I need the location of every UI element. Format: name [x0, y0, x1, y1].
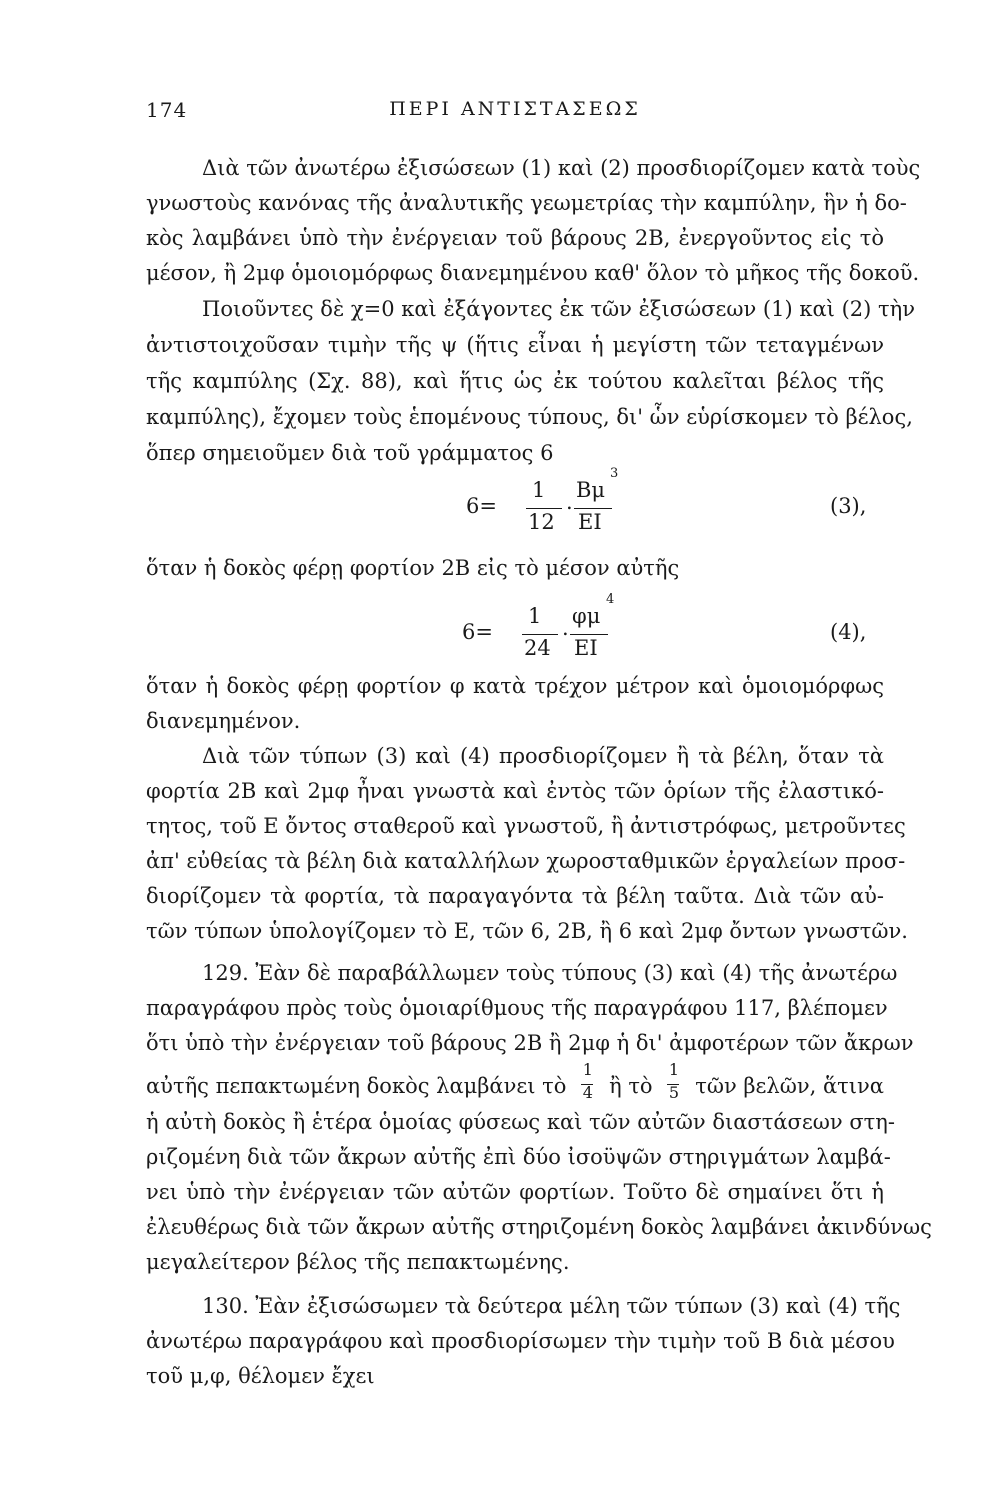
- fraction-numerator: 1: [528, 604, 542, 628]
- text-line: ὅτι ὑπὸ τὴν ἐνέργειαν τοῦ βάρους 2B ἢ 2μφ ἡ δι' ἀμφοτέρων τῶν ἄκρων: [146, 1031, 914, 1055]
- text-line: ἀντιστοιχοῦσαν τιμὴν τῆς ψ (ἥτις εἶναι ἡ μεγίστη τῶν τεταγμένων: [146, 333, 884, 357]
- text-line: ἡ αὐτὴ δοκὸς ἢ ἑτέρα ὁμοίας φύσεως καὶ τῶν αὐτῶν διαστάσεων στη-: [146, 1110, 895, 1134]
- text-line: ὅταν ἡ δοκὸς φέρῃ φορτίον φ κατὰ τρέχον μέτρον καὶ ὁμοιομόρφως: [146, 674, 884, 698]
- text-segment: ἢ τὸ: [609, 1074, 653, 1098]
- text-line: τῆς καμπύλης (Σχ. 88), καὶ ἥτις ὡς ἐκ τούτου καλεῖται βέλος τῆς: [146, 369, 884, 393]
- text-segment: αὐτῆς πεπακτωμένη δοκὸς λαμβάνει τὸ: [146, 1074, 567, 1098]
- running-title: ΠΕΡΙ ΑΝΤΙΣΤΑΣΕΩΣ: [389, 98, 641, 120]
- multiplication-dot: .: [562, 616, 569, 640]
- text-line: διορίζομεν τὰ φορτία, τὰ παραγαγόντα τὰ βέλη ταῦτα. Διὰ τῶν αὐ-: [146, 884, 884, 908]
- text-line: τοῦ μ,φ, θέλομεν ἔχει: [146, 1364, 375, 1388]
- text-line: τητος, τοῦ E ὄντος σταθεροῦ καὶ γνωστοῦ, ἢ ἀντιστρόφως, μετροῦντες: [146, 814, 906, 838]
- fraction-bar: [570, 634, 608, 635]
- text-line: ὅταν ἡ δοκὸς φέρῃ φορτίον 2B εἰς τὸ μέσον αὐτῆς: [146, 556, 680, 580]
- text-segment: τῶν βελῶν, ἅτινα: [695, 1074, 884, 1098]
- text-line: κὸς λαμβάνει ὑπὸ τὴν ἐνέργειαν τοῦ βάρους 2B, ἐνεργοῦντος εἰς τὸ: [146, 226, 884, 250]
- equation-4-body: [462, 592, 615, 666]
- text-line: διανεμημένον.: [146, 709, 301, 733]
- inline-fraction: [579, 1060, 597, 1102]
- fraction-denominator: EI: [574, 636, 598, 660]
- equation-3: [0, 466, 991, 540]
- exponent: 4: [606, 592, 615, 607]
- fraction-numerator: 1: [668, 1060, 680, 1079]
- text-line: ἀνωτέρω παραγράφου καὶ προσδιορίσωμεν τὴν τιμὴν τοῦ B διὰ μέσου: [146, 1329, 895, 1353]
- fraction-numerator: 1: [532, 478, 546, 502]
- text-line: Ποιοῦντες δὲ χ=0 καὶ ἐξάγοντες ἐκ τῶν ἐξισώσεων (1) καὶ (2) τὴν: [202, 297, 915, 321]
- text-line: νει ὑπὸ τὴν ἐνέργειαν τῶν αὐτῶν φορτίων. Τοῦτο δὲ σημαίνει ὅτι ἡ: [146, 1180, 884, 1204]
- page-number: 174: [146, 98, 188, 122]
- fraction-numerator: φμ: [572, 604, 601, 628]
- fraction-denominator: 12: [528, 510, 555, 534]
- text-line: μεγαλείτερον βέλος τῆς πεπακτωμένης.: [146, 1250, 570, 1274]
- equation-lhs: 6=: [462, 620, 493, 644]
- text-line: μέσον, ἢ 2μφ ὁμοιομόρφως διανεμημένου καθ' ὅλον τὸ μῆκος τῆς δοκοῦ.: [146, 261, 920, 285]
- fraction-numerator: Bμ: [576, 478, 606, 502]
- equation-lhs: 6=: [466, 494, 497, 518]
- text-line: ριζομένη διὰ τῶν ἄκρων αὐτῆς ἐπὶ δύο ἰσοϋψῶν στηριγμάτων λαμβά-: [146, 1145, 891, 1169]
- exponent: 3: [610, 466, 619, 481]
- fraction-denominator: 5: [668, 1083, 680, 1102]
- text-line: ἀπ' εὐθείας τὰ βέλη διὰ καταλλήλων χωροσταθμικῶν ἐργαλείων προσ-: [146, 849, 906, 873]
- multiplication-dot: .: [566, 490, 573, 514]
- page-header: [146, 98, 884, 132]
- text-line: 130. Ἐὰν ἐξισώσωμεν τὰ δεύτερα μέλη τῶν τύπων (3) καὶ (4) τῆς: [202, 1294, 901, 1318]
- text-line-with-fractions: [146, 1060, 884, 1102]
- equation-4: [0, 592, 991, 666]
- fraction-denominator: 24: [524, 636, 551, 660]
- fraction-denominator: EI: [578, 510, 602, 534]
- text-line: Διὰ τῶν ἀνωτέρω ἐξισώσεων (1) καὶ (2) προσδιορίζομεν κατὰ τοὺς: [202, 156, 921, 180]
- fraction-bar: [522, 634, 558, 635]
- fraction-bar: [574, 508, 612, 509]
- text-line: ὅπερ σημειοῦμεν διὰ τοῦ γράμματος 6: [146, 441, 554, 465]
- inline-fraction: [665, 1060, 683, 1102]
- text-line: καμπύλης), ἔχομεν τοὺς ἑπομένους τύπους, δι' ὧν εὑρίσκομεν τὸ βέλος,: [146, 405, 913, 429]
- text-line: παραγράφου πρὸς τοὺς ὁμοιαρίθμους τῆς παραγράφου 117, βλέπομεν: [146, 996, 888, 1020]
- text-line: γνωστοὺς κανόνας τῆς ἀναλυτικῆς γεωμετρίας τὴν καμπύλην, ἣν ἡ δο-: [146, 191, 907, 215]
- fraction-bar: [526, 508, 562, 509]
- text-line: τῶν τύπων ὑπολογίζομεν τὸ E, τῶν 6, 2B, ἢ 6 καὶ 2μφ ὄντων γνωστῶν.: [146, 919, 908, 943]
- text-line: 129. Ἐὰν δὲ παραβάλλωμεν τοὺς τύπους (3) καὶ (4) τῆς ἀνωτέρω: [202, 961, 898, 985]
- text-line: φορτία 2B καὶ 2μφ ἦναι γνωστὰ καὶ ἐντὸς τῶν ὁρίων τῆς ἐλαστικό-: [146, 779, 884, 803]
- fraction-numerator: 1: [582, 1060, 593, 1079]
- equation-number: (4),: [830, 620, 867, 644]
- text-line: Διὰ τῶν τύπων (3) καὶ (4) προσδιορίζομεν ἢ τὰ βέλη, ὅταν τὰ: [202, 744, 884, 768]
- equation-number: (3),: [830, 494, 867, 518]
- fraction-denominator: 4: [582, 1083, 593, 1102]
- text-line: ἐλευθέρως διὰ τῶν ἄκρων αὐτῆς στηριζομένη δοκὸς λαμβάνει ἀκινδύνως: [146, 1215, 932, 1239]
- equation-3-body: [466, 466, 619, 540]
